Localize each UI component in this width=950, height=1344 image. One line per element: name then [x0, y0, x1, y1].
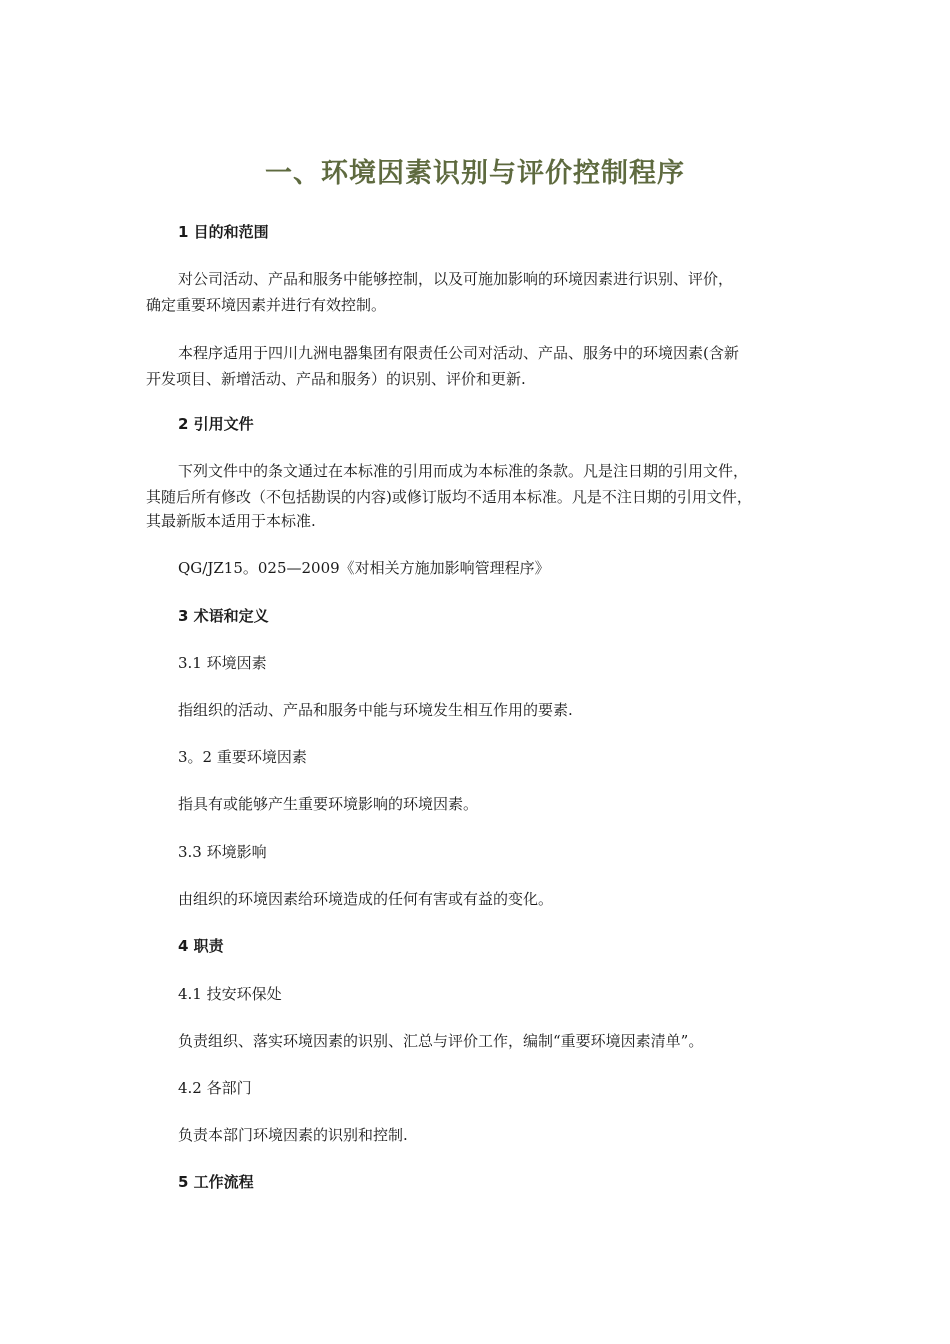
section-1-paragraph-1-line-1: 对公司活动、产品和服务中能够控制，以及可施加影响的环境因素进行识别、评价，: [178, 270, 734, 288]
section-2-heading: 2 引用文件: [178, 415, 254, 433]
section-3-heading: 3 术语和定义: [178, 607, 269, 625]
section-4-1-heading: 4.1 技安环保处: [178, 985, 282, 1003]
section-2-reference: QG/JZ15。025—2009《对相关方施加影响管理程序》: [178, 559, 550, 577]
document-title: 一、环境因素识别与评价控制程序: [265, 158, 685, 189]
section-1-paragraph-2-line-2: 开发项目、新增活动、产品和服务）的识别、评价和更新.: [146, 370, 526, 388]
section-1-paragraph-2-line-1: 本程序适用于四川九洲电器集团有限责任公司对活动、产品、服务中的环境因素(含新: [178, 344, 739, 362]
section-4-2-heading: 4.2 各部门: [178, 1079, 252, 1097]
section-3-2-heading: 3。2 重要环境因素: [178, 748, 307, 766]
section-2-paragraph-line-3: 其最新版本适用于本标准.: [146, 512, 316, 530]
section-4-heading: 4 职责: [178, 937, 224, 955]
section-2-paragraph-line-1: 下列文件中的条文通过在本标准的引用而成为本标准的条款。凡是注日期的引用文件，: [178, 462, 749, 480]
section-4-1-text: 负责组织、落实环境因素的识别、汇总与评价工作，编制“重要环境因素清单”。: [178, 1032, 704, 1050]
section-5-heading: 5 工作流程: [178, 1173, 254, 1191]
section-3-2-text: 指具有或能够产生重要环境影响的环境因素。: [178, 795, 479, 813]
section-1-heading: 1 目的和范围: [178, 223, 269, 241]
section-4-2-text: 负责本部门环境因素的识别和控制.: [178, 1126, 408, 1144]
section-3-3-text: 由组织的环境因素给环境造成的任何有害或有益的变化。: [178, 890, 554, 908]
section-3-3-heading: 3.3 环境影响: [178, 843, 267, 861]
section-3-1-text: 指组织的活动、产品和服务中能与环境发生相互作用的要素.: [178, 701, 573, 719]
section-1-paragraph-1-line-2: 确定重要环境因素并进行有效控制。: [146, 296, 387, 314]
section-2-paragraph-line-2: 其随后所有修改（不包括勘误的内容)或修订版均不适用本标准。凡是不注日期的引用文件，: [146, 488, 752, 506]
section-3-1-heading: 3.1 环境因素: [178, 654, 267, 672]
